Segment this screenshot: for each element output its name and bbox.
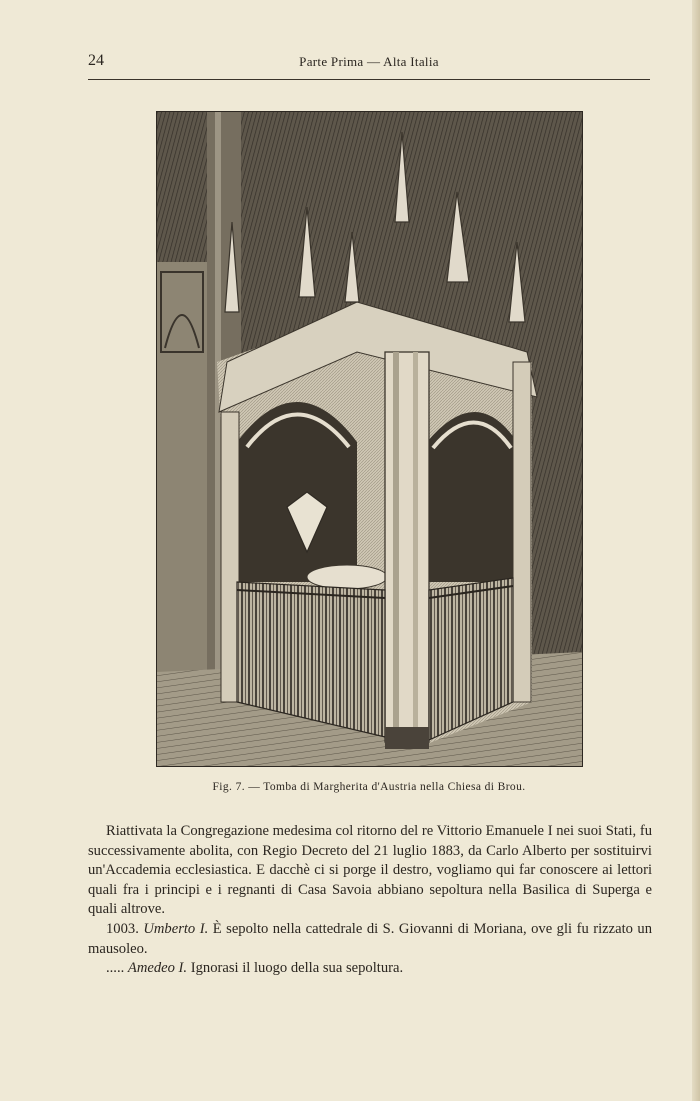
entry-year: ..... <box>106 960 125 977</box>
entry-text: È sepolto nella cattedrale di S. Giovanni di Moriana, ove gli fu rizzato un mausoleo. <box>88 920 653 957</box>
header-rule <box>88 79 650 80</box>
tomb-engraving-icon <box>157 112 582 766</box>
entry-text: Ignorasi il luogo della sua sepoltura. <box>190 960 404 977</box>
page-edge <box>692 0 700 1101</box>
entry-umberto <box>88 920 652 959</box>
entry-name: Umberto I. <box>143 920 209 937</box>
page-header <box>88 50 650 76</box>
entry-amedeo <box>88 959 652 979</box>
figure-engraving <box>156 111 583 767</box>
entry-year: 1003. <box>106 920 139 937</box>
paragraph-1: Riattivata la Congregazione medesima col ritorno del re Vittorio Emanuele I nei suoi Stati, fu successivamente abolita, con Regio Decreto del 21 luglio 1883, da Carlo Alberto per sostituirvi un'Accademia ecclesiastica. E dacchè ci si porge il destro, vogliamo qui far conoscere ai lettori quali fra i principi e i regnanti di Casa Savoia abbiano sepoltura nella Basilica di Superga e quali altrove. <box>88 823 652 918</box>
entry-name: Amedeo I. <box>127 960 188 977</box>
body-text <box>88 822 652 979</box>
figure-caption: Fig. 7. — Tomba di Margherita d'Austria nella Chiesa di Brou. <box>212 781 526 793</box>
page-number: 24 <box>88 52 104 69</box>
running-title: Parte Prima — Alta Italia <box>299 54 439 69</box>
